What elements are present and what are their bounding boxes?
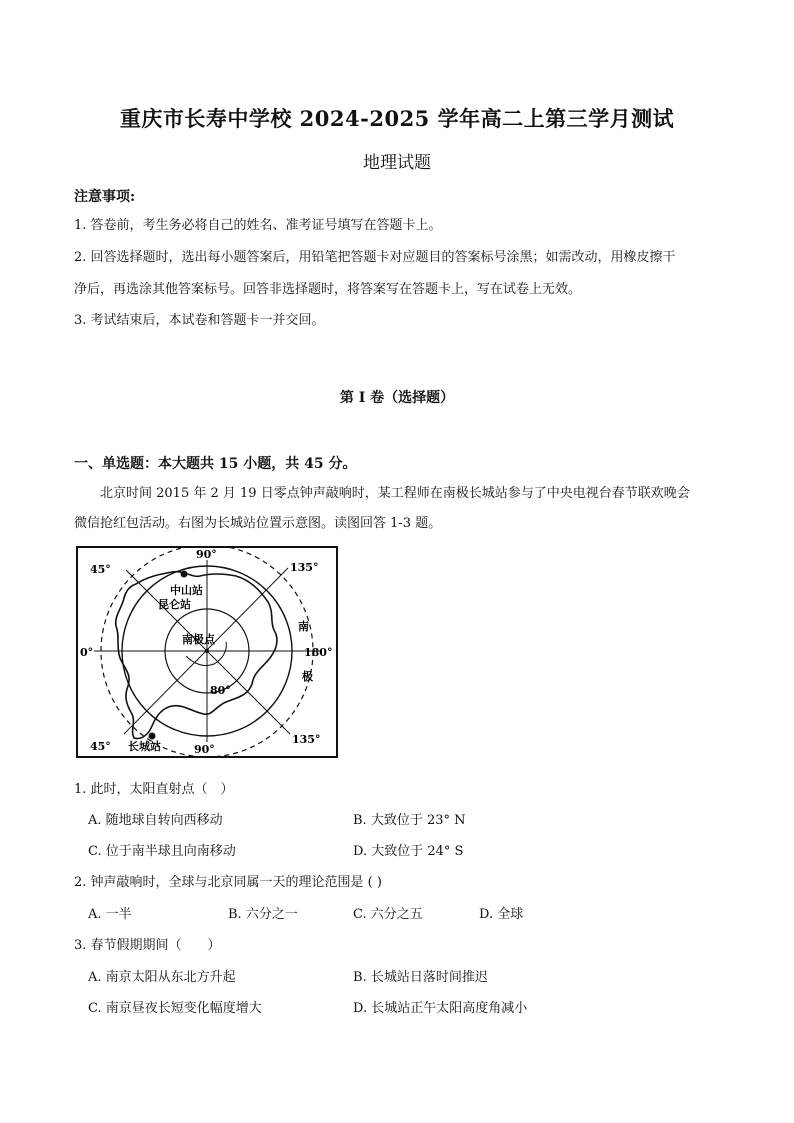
label-south-pole: 南极点: [182, 633, 215, 646]
intro-line-2: 微信抢红包活动。右图为长城站位置示意图。读图回答 1-3 题。: [74, 516, 442, 531]
q3-option-c[interactable]: C. 南京昼夜长短变化幅度增大: [88, 1001, 262, 1016]
south-pole-dot: [205, 649, 209, 653]
q2-option-c[interactable]: C. 六分之五: [353, 907, 423, 922]
label-changcheng: 长城站: [128, 740, 161, 753]
notice-item-1: 1. 答卷前，考生务必将自己的姓名、准考证号填写在答题卡上。: [74, 218, 442, 233]
notice-item-3: 3. 考试结束后，本试卷和答题卡一并交回。: [74, 313, 325, 328]
q1-option-c[interactable]: C. 位于南半球且向南移动: [88, 844, 236, 859]
label-bottom-90: 90°: [194, 743, 215, 756]
section1-heading: 一、单选题：本大题共 15 小题，共 45 分。: [74, 456, 357, 472]
q1-option-a[interactable]: A. 随地球自转向西移动: [88, 813, 223, 828]
q1-option-b[interactable]: B. 大致位于 23° N: [353, 813, 466, 828]
label-left-0: 0°: [80, 646, 94, 659]
question-2-stem: 2. 钟声敲响时，全球与北京同属一天的理论范围是 ( ): [74, 875, 382, 890]
label-tr-135: 135°: [290, 561, 319, 574]
label-top-90: 90°: [196, 548, 217, 561]
q2-option-a[interactable]: A. 一半: [88, 907, 132, 922]
label-lat-80: 80°: [210, 684, 231, 697]
changcheng-station-dot: [149, 733, 156, 740]
label-tl-45: 45°: [90, 563, 111, 576]
label-ji: 极: [302, 670, 313, 683]
antarctica-map: [76, 546, 338, 758]
q2-option-d[interactable]: D. 全球: [479, 907, 524, 922]
notice-item-2-cont: 净后，再选涂其他答案标号。回答非选择题时，将答案写在答题卡上，写在试卷上无效。: [74, 282, 582, 297]
q3-option-b[interactable]: B. 长城站日落时间推迟: [353, 970, 488, 985]
label-kunlun: 昆仑站: [158, 598, 191, 611]
q3-option-d[interactable]: D. 长城站正午太阳高度角减小: [353, 1001, 528, 1016]
part1-heading: 第 I 卷（选择题）: [339, 390, 455, 406]
question-3-stem: 3. 春节假期期间（ ）: [74, 938, 221, 953]
notice-heading: 注意事项:: [74, 189, 136, 205]
q2-option-b[interactable]: B. 六分之一: [228, 907, 298, 922]
q3-option-a[interactable]: A. 南京太阳从东北方升起: [88, 970, 236, 985]
question-1-stem: 1. 此时，太阳直射点（ ）: [74, 782, 234, 797]
intro-line-1: 北京时间 2015 年 2 月 19 日零点钟声敲响时，某工程师在南极长城站参与了中央电视台春节联欢晚会: [100, 486, 690, 501]
label-bl-45: 45°: [90, 740, 111, 753]
label-br-135: 135°: [292, 733, 321, 746]
zhongshan-station-dot: [181, 571, 188, 578]
notice-item-2: 2. 回答选择题时，选出每小题答案后，用铅笔把答题卡对应题目的答案标号涂黑；如需改动，用橡皮擦干: [74, 250, 676, 265]
label-right-180: 180°: [304, 646, 333, 659]
label-nan: 南: [298, 620, 309, 633]
exam-title: 重庆市长寿中学校 2024-2025 学年高二上第三学月测试: [119, 106, 675, 131]
exam-subtitle: 地理试题: [363, 153, 431, 173]
label-zhongshan: 中山站: [170, 584, 203, 597]
q1-option-d[interactable]: D. 大致位于 24° S: [353, 844, 464, 859]
